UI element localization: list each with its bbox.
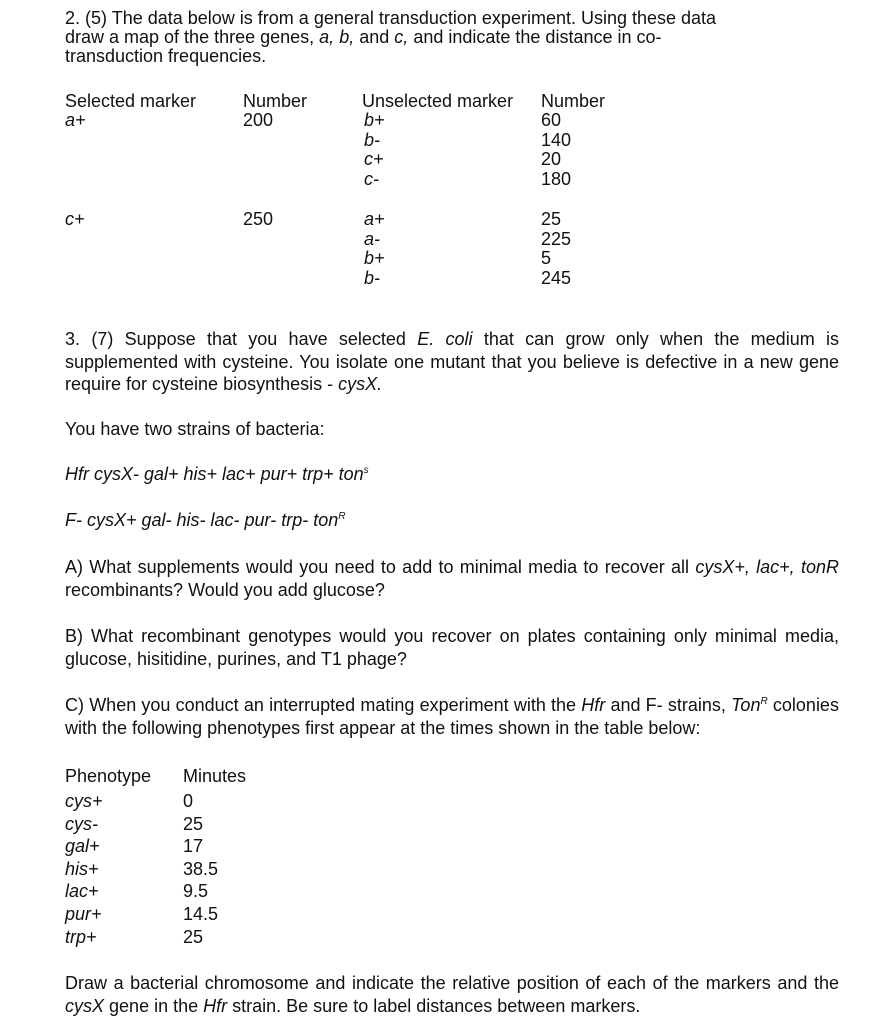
q3-final-gene: cysX [65, 995, 105, 1016]
q3-strain-hfr-text: Hfr cysX- gal+ his+ lac+ pur+ trp+ ton [65, 464, 364, 484]
q3-species: E. coli [417, 329, 473, 349]
q3-table-header-minutes: Minutes [183, 766, 247, 786]
q2-group1-marker: c- [364, 168, 379, 189]
q2-group1-count: 140 [541, 129, 572, 150]
q2-intro-line3: transduction frequencies. [65, 46, 267, 66]
minutes-cell: 9.5 [183, 881, 209, 902]
q2-text-line2-pre: draw a map of the three genes, [65, 27, 315, 47]
q3-part-c-hfr: Hfr [581, 695, 606, 715]
q2-group1-marker: b- [364, 129, 381, 150]
q3-intro-pre: (7) Suppose that you have selected [91, 329, 406, 349]
q2-group1-counts [541, 111, 571, 189]
q2-intro-line1 [65, 9, 839, 28]
q3-final-hfr: Hfr [203, 995, 228, 1016]
q2-group2-marker: a- [364, 228, 381, 249]
q3-part-c-pre: C) When you conduct an interrupted mating experiment with the [65, 695, 577, 715]
phenotype-cell: trp+ [65, 926, 97, 947]
q3-gene: cysX. [338, 374, 383, 394]
q3-part-a-genes2: lac+, tonR [756, 557, 839, 577]
phenotype-cell: his+ [65, 858, 99, 879]
phenotype-cell: lac+ [65, 881, 99, 902]
q2-points: (5) [85, 8, 108, 28]
q3-strain-f-text: F- cysX+ gal- his- lac- pur- trp- ton [65, 510, 339, 530]
q2-group2-marker: b- [364, 267, 381, 288]
q3-part-b: B) What recombinant genotypes would you recover on plates containing only minimal media, glucose, hisitidine, purines, and T1 phage? [65, 626, 839, 669]
q2-group2-number: 250 [243, 209, 274, 229]
q3-part-a-post: recombinants? Would you add glucose? [65, 579, 385, 600]
q3-strain-f [65, 511, 345, 530]
q2-group1-selected: a+ [65, 110, 86, 130]
q3-final-mid: gene in the [109, 995, 199, 1016]
minutes-cell: 25 [183, 926, 204, 947]
q3-strain-hfr [65, 465, 369, 484]
minutes-cell: 17 [183, 836, 204, 857]
q2-group1-count: 20 [541, 149, 562, 169]
minutes-cell: 0 [183, 791, 194, 811]
q3-part-c-mid: and F- strains, [610, 695, 726, 715]
q2-header-number2: Number [541, 91, 606, 111]
q2-group2-selected: c+ [65, 209, 85, 229]
q3-strain-f-sup: R [338, 511, 346, 522]
q2-group2-count: 5 [541, 248, 552, 268]
q2-group2-count: 225 [541, 228, 572, 249]
q2-intro [65, 9, 839, 66]
q2-group2-count: 25 [541, 209, 562, 229]
q2-gene-a: a, [319, 27, 335, 47]
q3-part-c-post: colonies with the following phenotypes first appear at the times shown in the table below: [65, 695, 839, 738]
q2-header-selected: Selected marker [65, 91, 197, 111]
q2-group2-marker: a+ [364, 209, 385, 229]
q2-group1-count: 60 [541, 110, 562, 130]
q2-group1-marker: b+ [364, 110, 385, 130]
q3-part-c-ton: Ton [731, 695, 761, 715]
phenotype-cell: pur+ [65, 903, 102, 924]
q3-number: 3. [65, 329, 81, 349]
q2-group1-marker: c+ [364, 149, 384, 169]
q3-part-a [65, 556, 839, 601]
q3-intro-mid: that can grow only when the medium is supplemented with cysteine. You isolate one mutant that you believe is defective in a new gene require for cysteine biosynthesis - [65, 329, 839, 394]
q2-group2-counts [541, 210, 571, 288]
q2-group1-markers [364, 111, 385, 189]
q3-final-post: strain. Be sure to label distances between markers. [232, 995, 641, 1016]
q2-group1-count: 180 [541, 168, 572, 189]
q3-final-instruction [65, 972, 839, 1017]
q3-table-minutes [183, 790, 218, 948]
q3-table-header-phenotype: Phenotype [65, 766, 152, 786]
phenotype-cell: cys+ [65, 791, 103, 811]
q3-strains-intro: You have two strains of bacteria: [65, 419, 325, 439]
q3-part-c-ton-sup: R [760, 696, 768, 707]
q2-group1-number: 200 [243, 110, 274, 130]
q2-and: and [359, 27, 390, 47]
q2-group2-marker: b+ [364, 248, 385, 268]
q3-part-c [65, 694, 839, 739]
q2-number: 2. [65, 8, 81, 28]
q3-intro [65, 328, 839, 396]
q2-intro-line2 [65, 28, 839, 47]
q2-header-number1: Number [243, 91, 308, 111]
q2-gene-c: c, [394, 27, 409, 47]
q2-gene-b: b, [339, 27, 355, 47]
q3-part-a-genes1: cysX+, [695, 557, 750, 577]
q2-text-line2-post: and indicate the distance in co- [413, 27, 662, 47]
q2-group2-count: 245 [541, 267, 572, 288]
q3-part-a-pre: A) What supplements would you need to add to minimal media to recover all [65, 557, 690, 577]
minutes-cell: 14.5 [183, 903, 219, 924]
q2-header-unselected: Unselected marker [362, 91, 514, 111]
q3-strain-hfr-sup: s [363, 465, 369, 476]
q2-group2-markers [364, 210, 385, 288]
minutes-cell: 25 [183, 813, 204, 834]
phenotype-cell: cys- [65, 813, 98, 834]
minutes-cell: 38.5 [183, 858, 219, 879]
phenotype-cell: gal+ [65, 836, 100, 857]
q2-text-line1: The data below is from a general transduction experiment. Using these data [111, 8, 717, 28]
q3-final-pre: Draw a bacterial chromosome and indicate the relative position of each of the markers and the [65, 973, 839, 993]
q3-table-phenotypes [65, 790, 103, 948]
